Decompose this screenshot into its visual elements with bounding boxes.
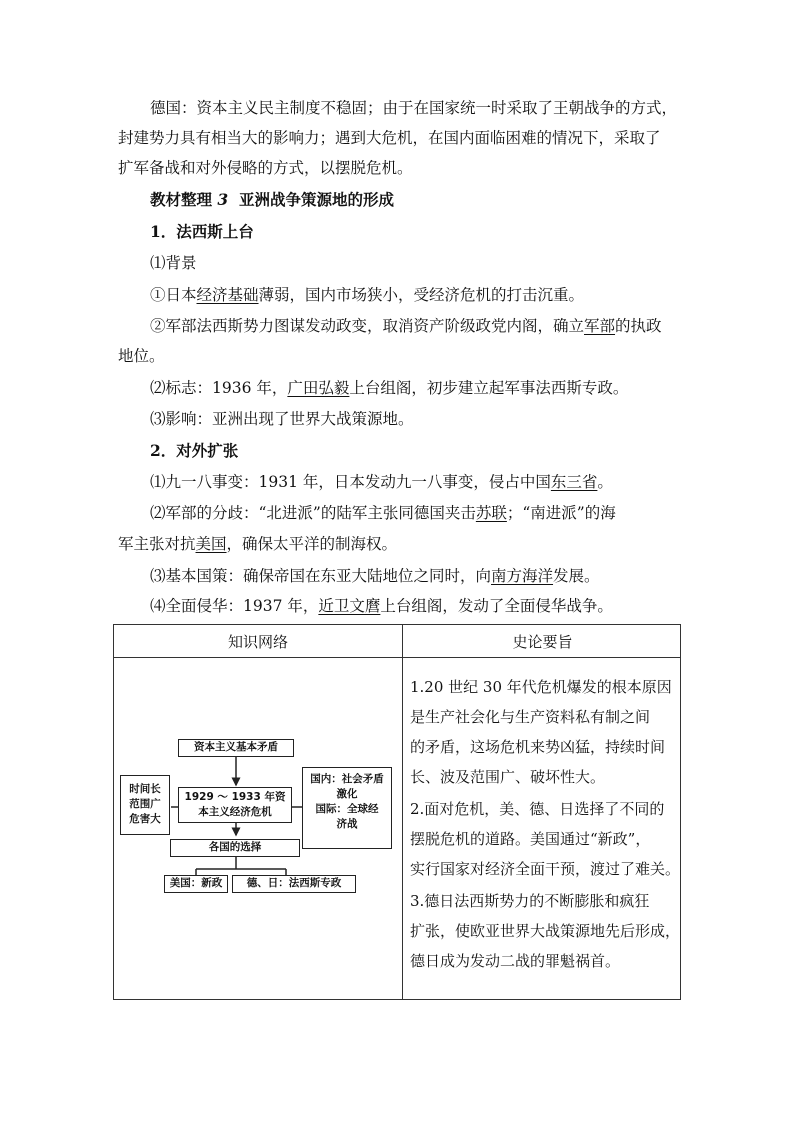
knowledge-network-diagram <box>120 735 404 935</box>
text-span: 上台组阁，发动了全面侵华战争。 <box>380 597 613 615</box>
background-item-2 <box>150 316 662 336</box>
underlined-answer: 经济基础 <box>196 286 259 304</box>
effect-item: ⑶影响：亚洲出现了世界大战策源地。 <box>150 410 414 428</box>
text-span: 发展。 <box>553 567 600 585</box>
diagram-label: 济战 <box>336 818 358 830</box>
section-heading-title: 亚洲战争策源地的形成 <box>239 190 395 209</box>
expansion-item-2-cont <box>118 534 397 554</box>
text-span: ⑴九一八事变：1931 年，日本发动九一八事变，侵占中国 <box>150 473 551 491</box>
table-header-divider <box>114 657 680 658</box>
text-span: 。 <box>597 473 613 491</box>
box-basic-contradiction <box>178 739 294 757</box>
part1-heading: 1．法西斯上台 <box>150 222 254 241</box>
text-span: 薄弱，国内市场狭小，受经济危机的打击沉重。 <box>258 286 585 304</box>
box-germany-japan-fascism <box>232 875 356 893</box>
diagram-label: 国际：全球经 <box>315 803 379 815</box>
germany-paragraph-line-1: 德国：资本主义民主制度不稳固；由于在国家统一时采取了王朝战争的方式， <box>150 99 678 117</box>
part2-heading: 2．对外扩张 <box>150 441 239 460</box>
text-span: ⑶基本国策：确保帝国在东亚大陆地位之同时，向 <box>150 567 492 585</box>
diagram-label: 美国：新政 <box>169 877 223 889</box>
diagram-label: 1929 ～ 1933 年资 <box>184 791 286 803</box>
sign-item <box>150 378 628 398</box>
summary-line: 2.面对危机，美、德、日选择了不同的 <box>410 800 665 818</box>
expansion-item-4 <box>150 596 613 616</box>
box-characteristics <box>120 775 170 835</box>
box-impact <box>302 767 392 849</box>
summary-line: 的矛盾，这场危机来势凶猛，持续时间 <box>410 738 666 756</box>
section-heading-prefix: 教材整理 <box>150 190 213 209</box>
underlined-answer: 苏联 <box>475 504 507 522</box>
text-span: ⑷全面侵华：1937 年， <box>150 597 319 615</box>
summary-line: 长、波及范围广、破坏性大。 <box>410 768 606 786</box>
box-national-choices <box>170 839 300 857</box>
box-economic-crisis <box>178 787 292 823</box>
summary-line: 是生产社会化与生产资料私有制之间 <box>410 708 651 726</box>
text-span: 军主张对抗 <box>118 535 196 553</box>
background-label: ⑴背景 <box>150 254 197 272</box>
diagram-label: 各国的选择 <box>208 841 262 853</box>
summary-line: 扩张，使欧亚世界大战策源地先后形成， <box>410 922 681 940</box>
expansion-item-1 <box>150 472 613 492</box>
background-item-1 <box>150 285 584 305</box>
underlined-answer: 广田弘毅 <box>287 379 350 397</box>
text-span: ⑵标志：1936 年， <box>150 379 288 397</box>
expansion-item-3 <box>150 566 600 586</box>
underlined-answer: 美国 <box>195 535 227 553</box>
diagram-label: 资本主义基本矛盾 <box>194 741 278 753</box>
diagram-label: 激化 <box>336 788 358 800</box>
section-heading <box>150 190 394 210</box>
text-span: ②军部法西斯势力图谋发动政变，取消资产阶级政党内阁，确立 <box>150 317 585 335</box>
underlined-answer: 东三省 <box>550 473 598 491</box>
expansion-item-2 <box>150 503 616 523</box>
table-header-historical-points: 史论要旨 <box>512 633 573 651</box>
box-us-new-deal <box>164 875 228 893</box>
diagram-label: 德、日：法西斯专政 <box>246 877 342 889</box>
summary-table <box>113 624 681 1000</box>
diagram-label: 时间长 <box>129 783 161 795</box>
diagram-label: 危害大 <box>129 813 161 825</box>
summary-line: 摆脱危机的道路。美国通过“新政”， <box>410 830 651 848</box>
text-span: ①日本 <box>150 286 197 304</box>
text-span: ⑵军部的分歧：“北进派”的陆军主张同德国夹击 <box>150 504 476 522</box>
section-heading-number: 3 <box>217 190 229 209</box>
summary-line: 3.德日法西斯势力的不断膨胀和疯狂 <box>410 892 650 910</box>
summary-line: 德日成为发动二战的罪魁祸首。 <box>410 952 621 970</box>
text-span: 上台组阁，初步建立起军事法西斯专政。 <box>349 379 629 397</box>
summary-line: 实行国家对经济全面干预，渡过了难关。 <box>410 860 681 878</box>
underlined-answer: 军部 <box>584 317 616 335</box>
underlined-answer: 南方海洋 <box>491 567 554 585</box>
underlined-answer: 近卫文麿 <box>318 597 381 615</box>
table-header-knowledge-network: 知识网络 <box>227 633 288 651</box>
text-span: ，确保太平洋的制海权。 <box>226 535 398 553</box>
summary-line: 1.20 世纪 30 年代危机爆发的根本原因 <box>410 678 672 696</box>
text-span: 的执政 <box>615 317 662 335</box>
diagram-label: 国内：社会矛盾 <box>310 773 384 785</box>
diagram-label: 本主义经济危机 <box>198 806 272 818</box>
background-item-2-cont: 地位。 <box>118 347 165 365</box>
diagram-label: 范围广 <box>129 798 161 810</box>
text-span: ；“南进派”的海 <box>506 504 616 522</box>
germany-paragraph-line-2: 封建势力具有相当大的影响力；遇到大危机，在国内面临困难的情况下，采取了 <box>118 129 661 147</box>
germany-paragraph-line-3: 扩军备战和对外侵略的方式，以摆脱危机。 <box>118 159 413 177</box>
